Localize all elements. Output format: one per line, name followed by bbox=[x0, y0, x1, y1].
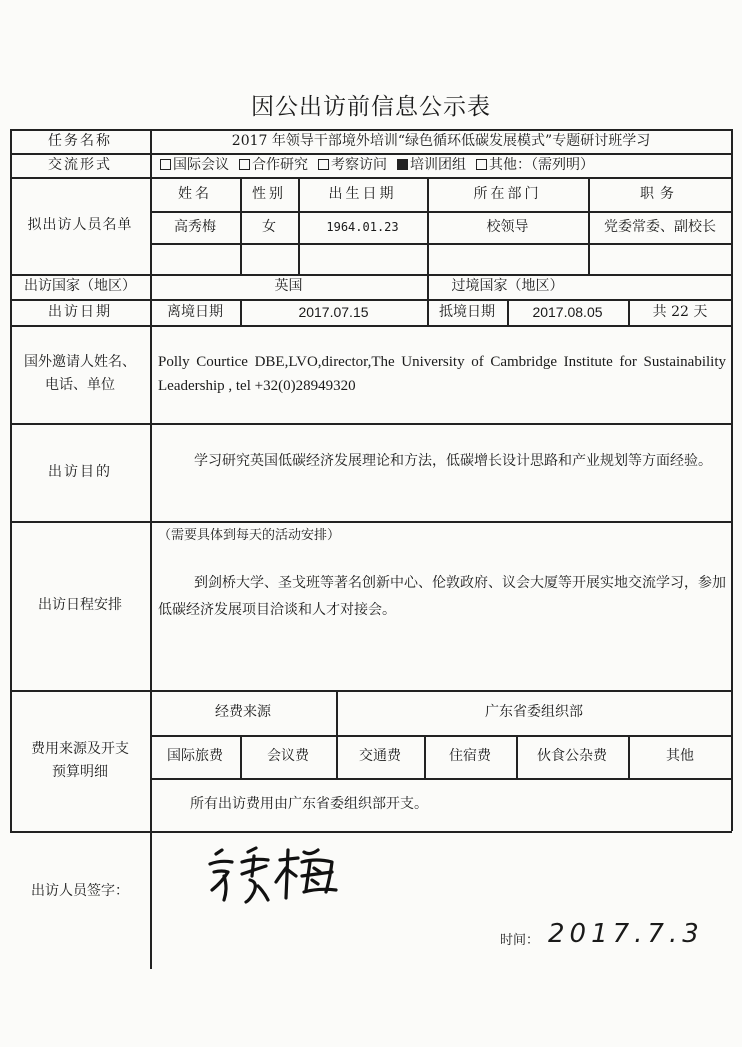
country-value: 英国 bbox=[274, 278, 303, 295]
total-days: 共 22 天 bbox=[652, 303, 708, 320]
budget-item: 会议费 bbox=[267, 748, 309, 765]
signature-date-label: 时间： bbox=[500, 933, 540, 948]
return-label: 抵境日期 bbox=[439, 303, 495, 320]
budget-note: 所有出访费用由广东省委组织部开支。 bbox=[190, 796, 428, 812]
checkbox[interactable] bbox=[318, 159, 329, 170]
checkbox-checked[interactable] bbox=[397, 159, 408, 170]
task-value: 2017 年领导干部境外培训“绿色循环低碳发展模式”专题研讨班学习 bbox=[231, 132, 651, 149]
page-title: 因公出访前信息公示表 bbox=[251, 94, 491, 120]
schedule-value: 到剑桥大学、圣戈班等著名创新中心、伦敦政府、议会大厦等开展实地交流学习，参加低碳经济发展项目洽谈和人才对接会。 bbox=[158, 575, 726, 618]
checkbox[interactable] bbox=[476, 159, 487, 170]
budget-item: 住宿费 bbox=[449, 748, 491, 765]
exchange-option[interactable]: 国际会议 bbox=[160, 157, 229, 174]
exchange-option[interactable]: 合作研究 bbox=[239, 157, 308, 174]
header-gender: 性别 bbox=[252, 185, 286, 202]
depart-label: 离境日期 bbox=[167, 303, 223, 320]
person-position: 党委常委、副校长 bbox=[604, 218, 716, 235]
checkbox[interactable] bbox=[239, 159, 250, 170]
header-birthdate: 出生日期 bbox=[328, 185, 397, 202]
return-date: 2017.08.05 bbox=[532, 303, 603, 320]
budget-label: 费用来源及开支 预算明细 bbox=[31, 740, 129, 780]
budget-item: 国际旅费 bbox=[167, 748, 223, 765]
budget-source-value: 广东省委组织部 bbox=[485, 704, 583, 721]
budget-source-label: 经费来源 bbox=[215, 704, 271, 721]
exchange-label: 交流形式 bbox=[48, 156, 112, 173]
label-column-rule bbox=[150, 129, 152, 969]
header-name: 姓名 bbox=[178, 185, 212, 202]
budget-item: 伙食公杂费 bbox=[537, 748, 607, 765]
budget-item: 交通费 bbox=[359, 748, 401, 765]
table-rule bbox=[150, 243, 732, 245]
purpose-value: 学习研究英国低碳经济发展理论和方法，低碳增长设计思路和产业规划等方面经验。 bbox=[194, 453, 712, 469]
country-label: 出访国家（地区） bbox=[24, 278, 136, 295]
table-rule bbox=[150, 778, 732, 780]
header-position: 职务 bbox=[640, 185, 680, 202]
person-name: 高秀梅 bbox=[174, 218, 216, 235]
person-birthdate: 1964.01.23 bbox=[326, 219, 399, 234]
exchange-options bbox=[150, 153, 732, 177]
purpose-label: 出访目的 bbox=[48, 463, 112, 480]
dates-label: 出访日期 bbox=[48, 303, 112, 320]
table-rule bbox=[10, 831, 732, 833]
inviter-value: Polly Courtice DBE,LVO,director,The University of Cambridge Institute for Sustainability Leadership , tel +32(0)28949320 bbox=[158, 354, 726, 394]
personnel-label: 拟出访人员名单 bbox=[27, 217, 133, 234]
depart-date: 2017.07.15 bbox=[298, 303, 369, 320]
checkbox[interactable] bbox=[160, 159, 171, 170]
person-department: 校领导 bbox=[486, 218, 529, 235]
signature-date: 2017.7.3 bbox=[548, 919, 704, 949]
person-gender: 女 bbox=[262, 218, 276, 235]
transit-value bbox=[588, 274, 732, 299]
exchange-option[interactable]: 其他：（需列明） bbox=[476, 157, 594, 174]
signature-label: 出访人员签字： bbox=[31, 882, 129, 899]
exchange-option[interactable]: 考察访问 bbox=[318, 157, 387, 174]
exchange-option[interactable]: 培训团组 bbox=[397, 157, 466, 174]
task-label: 任务名称 bbox=[48, 132, 112, 149]
inviter-label: 国外邀请人姓名、 电话、单位 bbox=[24, 354, 136, 393]
header-department: 所在部门 bbox=[473, 185, 542, 202]
handwritten-signature bbox=[206, 842, 346, 907]
schedule-note: （需要具体到每天的活动安排） bbox=[158, 528, 341, 543]
budget-item: 其他 bbox=[666, 748, 694, 765]
schedule-label: 出访日程安排 bbox=[38, 597, 122, 614]
transit-label: 过境国家（地区） bbox=[451, 278, 564, 295]
